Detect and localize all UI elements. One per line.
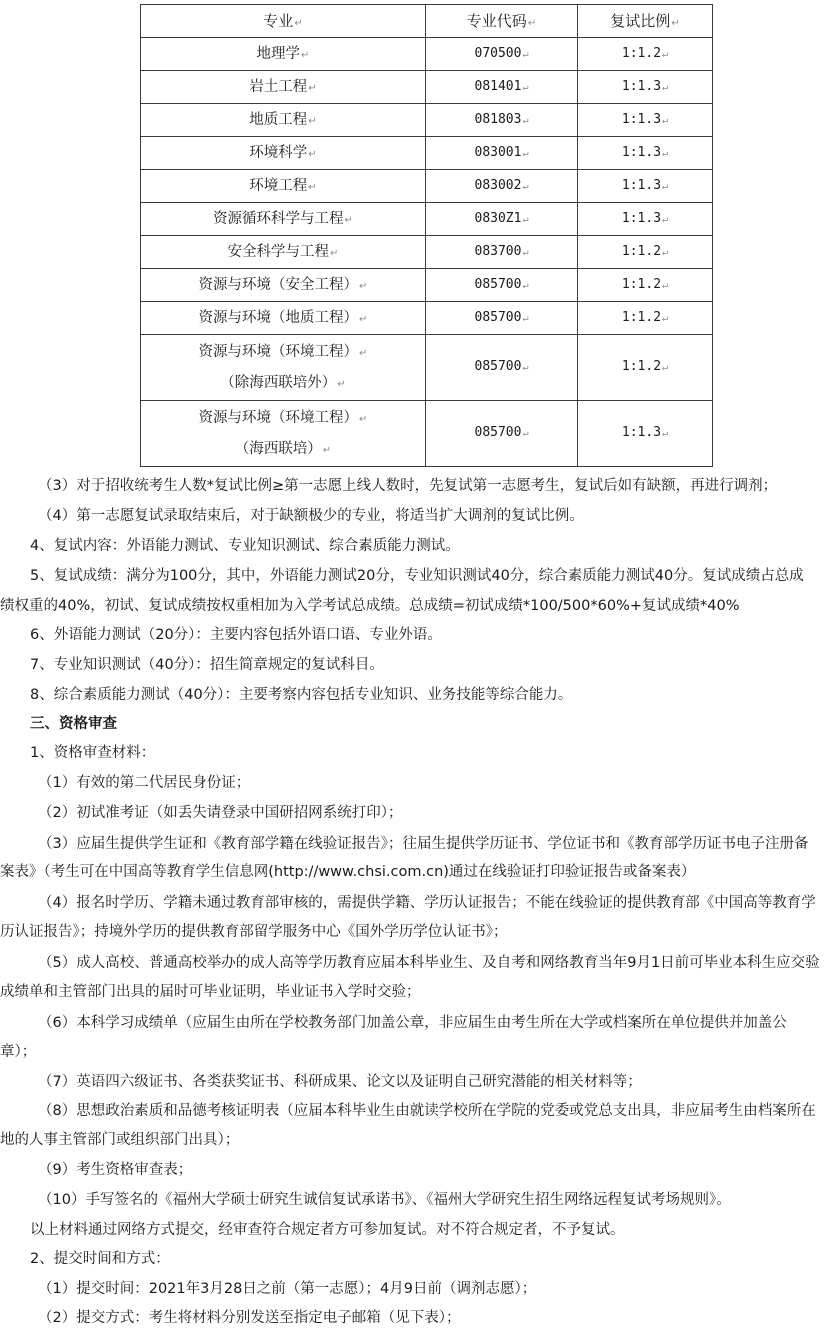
paragraph-professional-test: 7、专业知识测试（40分）：招生简章规定的复试科目。 xyxy=(30,657,384,673)
code-cell: 085700↵ xyxy=(426,302,578,335)
code-cell: 0830Z1↵ xyxy=(426,203,578,236)
code-cell: 085700↵ xyxy=(426,269,578,302)
paragraph-ratio-rule-3: （3）对于招收统考生人数*复试比例≥第一志愿上线人数时，先复试第一志愿考生，复试后如有缺额，再进行调剂； xyxy=(38,478,778,494)
table-row xyxy=(141,335,713,401)
paragraph-material-1: （1）有效的第二代居民身份证； xyxy=(38,775,251,791)
ratio-cell: 1:1.3↵ xyxy=(578,170,713,203)
ratio-cell: 1:1.3↵ xyxy=(578,401,713,467)
paragraph-materials-note: 以上材料通过网络方式提交，经审查符合规定者方可参加复试。对不符合规定者，不予复试。 xyxy=(30,1222,625,1238)
paragraph-material-3-cont: 案表》（考生可在中国高等教育学生信息网(http://www.chsi.com.cn)通过在线验证打印验证报告或备案表） xyxy=(0,864,696,880)
retest-ratio-table xyxy=(140,4,713,467)
paragraph-material-9: （9）考生资格审查表； xyxy=(38,1162,193,1178)
paragraph-material-6: （6）本科学习成绩单（应届生由所在学校教务部门加盖公章，非应届生由考生所在大学或档案所在单位提供并加盖公 xyxy=(38,1015,787,1031)
ratio-cell: 1:1.3↵ xyxy=(578,104,713,137)
major-cell: 地理学↵ xyxy=(141,38,426,71)
paragraph-material-6-cont: 章）； xyxy=(0,1044,37,1060)
paragraph-materials-heading: 1、资格审查材料： xyxy=(30,745,156,761)
code-cell: 083700↵ xyxy=(426,236,578,269)
paragraph-material-3: （3）应届生提供学生证和《教育部学籍在线验证报告》；往届生提供学历证书、学位证书和《教育部学历证书电子注册备 xyxy=(38,836,809,852)
ratio-cell: 1:1.2↵ xyxy=(578,38,713,71)
paragraph-submission-heading: 2、提交时间和方式： xyxy=(30,1251,170,1267)
header-ratio: 复试比例↵ xyxy=(578,5,713,38)
header-major: 专业↵ xyxy=(141,5,426,38)
paragraph-comprehensive-test: 8、综合素质能力测试（40分）：主要考察内容包括专业知识、业务技能等综合能力。 xyxy=(30,687,573,703)
major-cell: 环境科学↵ xyxy=(141,137,426,170)
paragraph-foreign-language-test: 6、外语能力测试（20分）：主要内容包括外语口语、专业外语。 xyxy=(30,627,442,643)
paragraph-material-4-cont: 历认证报告》；持境外学历的提供教育部留学服务中心《国外学历学位认证书》； xyxy=(0,924,508,940)
table-row xyxy=(141,38,713,71)
ratio-cell: 1:1.3↵ xyxy=(578,71,713,104)
table-row xyxy=(141,170,713,203)
paragraph-retest-score: 5、复试成绩：满分为100分，其中，外语能力测试20分，专业知识测试40分，综合素质能力测试40分。复试成绩占总成 xyxy=(30,568,804,584)
table-row xyxy=(141,236,713,269)
table-row xyxy=(141,269,713,302)
table-row xyxy=(141,401,713,467)
code-cell: 081803↵ xyxy=(426,104,578,137)
code-cell: 083001↵ xyxy=(426,137,578,170)
ratio-cell: 1:1.2↵ xyxy=(578,269,713,302)
table-header-row xyxy=(141,5,713,38)
code-cell: 070500↵ xyxy=(426,38,578,71)
major-cell: 环境工程↵ xyxy=(141,170,426,203)
major-cell: 岩土工程↵ xyxy=(141,71,426,104)
code-cell: 085700↵ xyxy=(426,401,578,467)
paragraph-material-10: （10）手写签名的《福州大学硕士研究生诚信复试承诺书》、《福州大学研究生招生网络远程复试考场规则》。 xyxy=(38,1192,731,1208)
table-row xyxy=(141,71,713,104)
major-cell: 资源与环境（环境工程）↵ （除海西联培外）↵ xyxy=(141,335,426,401)
paragraph-ratio-rule-4: （4）第一志愿复试录取结束后，对于缺额极少的专业，将适当扩大调剂的复试比例。 xyxy=(38,508,584,524)
paragraph-material-4: （4）报名时学历、学籍未通过教育部审核的，需提供学籍、学历认证报告；不能在线验证的提供教育部《中国高等教育学 xyxy=(38,895,816,911)
major-cell: 资源循环科学与工程↵ xyxy=(141,203,426,236)
code-cell: 085700↵ xyxy=(426,335,578,401)
major-cell: 安全科学与工程↵ xyxy=(141,236,426,269)
paragraph-retest-score-cont: 绩权重的40%，初试、复试成绩按权重相加为入学考试总成绩。总成绩=初试成绩*100/500*60%+复试成绩*40% xyxy=(0,598,740,614)
paragraph-material-8: （8）思想政治素质和品德考核证明表（应届本科毕业生由就读学校所在学院的党委或党总支出具，非应届考生由档案所在 xyxy=(38,1103,816,1119)
paragraph-submission-method: （2）提交方式：考生将材料分别发送至指定电子邮箱（见下表）； xyxy=(38,1310,461,1326)
paragraph-material-8-cont: 地的人事主管部门或组织部门出具）； xyxy=(0,1132,240,1148)
paragraph-material-5-cont: 成绩单和主管部门出具的届时可毕业证明，毕业证书入学时交验； xyxy=(0,984,421,1000)
paragraph-material-2: （2）初试准考证（如丢失请登录中国研招网系统打印）； xyxy=(38,805,403,821)
table-row xyxy=(141,302,713,335)
ratio-cell: 1:1.2↵ xyxy=(578,302,713,335)
table-row xyxy=(141,137,713,170)
major-cell: 资源与环境（安全工程）↵ xyxy=(141,269,426,302)
code-cell: 083002↵ xyxy=(426,170,578,203)
code-cell: 081401↵ xyxy=(426,71,578,104)
header-code: 专业代码↵ xyxy=(426,5,578,38)
section-heading-qualification: 三、资格审查 xyxy=(30,716,117,732)
paragraph-submission-time: （1）提交时间：2021年3月28日之前（第一志愿）；4月9日前（调剂志愿）； xyxy=(38,1281,537,1297)
table-row xyxy=(141,203,713,236)
paragraph-retest-content: 4、复试内容：外语能力测试、专业知识测试、综合素质能力测试。 xyxy=(30,538,460,554)
paragraph-material-7: （7）英语四六级证书、各类获奖证书、科研成果、论文以及证明自己研究潜能的相关材料等； xyxy=(38,1074,642,1090)
major-cell: 资源与环境（地质工程）↵ xyxy=(141,302,426,335)
ratio-cell: 1:1.3↵ xyxy=(578,203,713,236)
ratio-cell: 1:1.2↵ xyxy=(578,236,713,269)
paragraph-material-5: （5）成人高校、普通高校举办的成人高等学历教育应届本科毕业生、及自考和网络教育当年9月1日前可毕业本科生应交验 xyxy=(38,955,820,971)
major-cell: 资源与环境（环境工程）↵ （海西联培）↵ xyxy=(141,401,426,467)
table-row xyxy=(141,104,713,137)
ratio-cell: 1:1.3↵ xyxy=(578,137,713,170)
major-cell: 地质工程↵ xyxy=(141,104,426,137)
ratio-cell: 1:1.2↵ xyxy=(578,335,713,401)
